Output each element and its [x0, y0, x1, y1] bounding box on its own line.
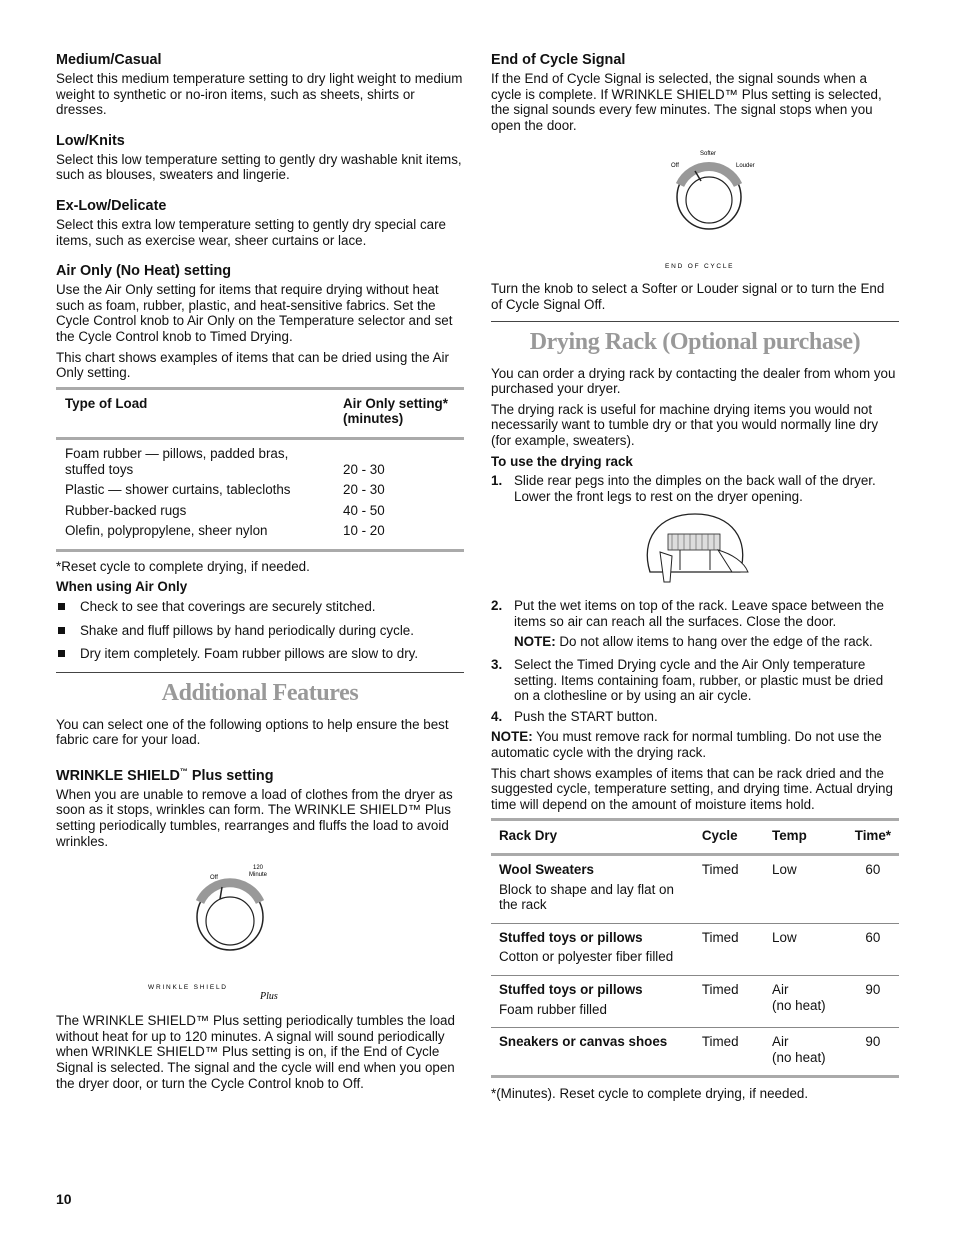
- list-item: [491, 657, 899, 704]
- drying-rack-steps-continued: [491, 598, 899, 724]
- table-row: [56, 438, 464, 480]
- knob-label-120: 120: [253, 865, 264, 872]
- air-only-footnote: *Reset cycle to complete drying, if needed.: [56, 558, 310, 574]
- low-knits-heading: Low/Knits: [56, 132, 125, 149]
- table-row: [491, 923, 899, 975]
- table-row: [56, 501, 464, 522]
- step-note: [514, 634, 899, 650]
- to-use-rack-heading: To use the drying rack: [491, 453, 633, 469]
- rack-item-desc: Foam rubber filled: [499, 1001, 607, 1017]
- table-cell: [491, 976, 694, 1028]
- knob-caption-end-of-cycle: E N D O F C Y C L E: [665, 263, 733, 271]
- step-number: 1.: [491, 473, 503, 489]
- knob-label-louder: Louder: [736, 163, 755, 170]
- table-header-type: Type of Load: [65, 395, 148, 411]
- air-only-heading: Air Only (No Heat) setting: [56, 263, 232, 280]
- table-header-cycle: Cycle: [701, 828, 738, 844]
- drying-rack-steps: [491, 473, 899, 504]
- list-item: Shake and fluff pillows by hand periodically during cycle.: [56, 623, 464, 639]
- table-header-temp: Temp: [772, 828, 807, 844]
- rack-temp-note: (no heat): [772, 1049, 826, 1065]
- table-cell: 60: [865, 929, 881, 945]
- when-using-air-heading: When using Air Only: [56, 579, 188, 595]
- table-header-time: Time*: [854, 828, 891, 844]
- table-cell: 40 - 50: [343, 502, 385, 518]
- rack-item-desc: Block to shape and lay flat on the rack: [499, 881, 674, 913]
- air-only-chart-intro: This chart shows examples of items that can be dried using the Air Only setting.: [56, 349, 449, 381]
- ex-low-delicate-section: [56, 198, 464, 248]
- table-header-row: [56, 388, 464, 438]
- drying-rack-illustration-icon: [640, 510, 750, 590]
- list-item: Check to see that coverings are securely stitched.: [56, 599, 464, 615]
- table-header-rack-dry: Rack Dry: [499, 828, 558, 844]
- end-of-cycle-instructions: Turn the knob to select a Softer or Louder signal or to turn the End of Cycle Signal Off.: [491, 281, 885, 312]
- medium-casual-heading: Medium/Casual: [56, 52, 162, 68]
- air-only-tips-list: [56, 599, 464, 662]
- low-knits-text: Select this low temperature setting to gently dry washable knit items, such as blouses, sweaters and lingerie.: [56, 151, 462, 183]
- ex-low-delicate-heading: Ex-Low/Delicate: [56, 197, 167, 214]
- table-row: [56, 521, 464, 550]
- table-cell: Timed: [701, 982, 739, 997]
- rack-item-name: Sneakers or canvas shoes: [499, 1034, 668, 1050]
- table-header-row: [491, 820, 899, 855]
- low-knits-section: [56, 133, 464, 183]
- table-cell: 90: [865, 1034, 881, 1050]
- table-row: [491, 976, 899, 1028]
- table-cell: [764, 923, 847, 975]
- note-label: NOTE:: [491, 729, 533, 745]
- rack-temp: Air: [772, 1034, 789, 1050]
- wrinkle-shield-heading-rest: Plus setting: [187, 767, 274, 784]
- table-cell: 10 - 20: [343, 523, 385, 539]
- table-cell: [764, 855, 847, 924]
- section-divider: [56, 672, 464, 673]
- wrinkle-shield-description: The WRINKLE SHIELD™ Plus setting periodically tumbles the load without heat for up to 120 minutes. A signal will sound periodically when WRINKLE SHIELD™ Plus setting is on, if the End of Cycle Signal is selected. The signal and the cycle will end when you open the dryer door, or turn the Cycle Control knob to Off.: [56, 1013, 455, 1091]
- end-of-cycle-knob-icon: [605, 141, 785, 281]
- note-text: You must remove rack for normal tumbling. Do not use the automatic cycle with the drying rack.: [491, 729, 882, 761]
- table-cell: [491, 855, 694, 924]
- knob-label-off: Off: [671, 163, 679, 170]
- step-text: Put the wet items on top of the rack. Leave space between the items so air can reach all the surfaces. Close the door.: [514, 598, 884, 629]
- wrinkle-shield-heading-main: WRINKLE SHIELD: [56, 767, 180, 784]
- note-text: Do not allow items to hang over the edge of the rack.: [555, 633, 873, 649]
- table-cell: Rubber-backed rugs: [65, 502, 187, 518]
- table-cell: 90: [865, 982, 881, 997]
- rack-temp: Low: [772, 929, 797, 945]
- table-cell: Timed: [701, 1034, 739, 1050]
- trademark-mark: ™: [179, 767, 188, 777]
- air-only-section: [56, 263, 464, 381]
- rack-item-name: Stuffed toys or pillows: [499, 929, 643, 945]
- list-item: [491, 473, 899, 504]
- wrinkle-shield-text: When you are unable to remove a load of clothes from the dryer as soon as it stops, wrinkles can form. The WRINKLE SHIELD™ Plus setting periodically tumbles, rearranges and fluffs the load to avoid wrinkles.: [56, 786, 453, 849]
- table-cell: Timed: [701, 929, 739, 945]
- note-label: NOTE:: [514, 633, 556, 649]
- knob-caption-plus: Plus: [260, 991, 278, 1003]
- table-cell: 20 - 30: [343, 482, 385, 498]
- rack-note: [491, 729, 899, 760]
- air-only-text: Use the Air Only setting for items that require drying without heat such as foam, rubber, plastic, and heat-sensitive fabrics. Set the Cycle Control knob to Air Only on the Temperature selector and set the Cycle Control knob to Timed Drying.: [56, 282, 453, 344]
- table-cell: Olefin, polypropylene, sheer nylon: [65, 523, 268, 539]
- step-text: Select the Timed Drying cycle and the Air Only temperature setting. Items containing foam, rubber, or plastic must be dried on a clothesline or by using an air cycle.: [514, 657, 884, 704]
- rack-table-footnote: *(Minutes). Reset cycle to complete drying, if needed.: [491, 1086, 809, 1102]
- table-cell: [764, 976, 847, 1028]
- knob-caption-wrinkle-shield: W R I N K L E S H I E L D: [148, 984, 226, 992]
- knob-label-minute: Minute: [249, 872, 268, 879]
- list-item: Dry item completely. Foam rubber pillows are slow to dry.: [56, 646, 464, 662]
- knob-label-off: Off: [210, 875, 218, 882]
- table-cell: [764, 1028, 847, 1077]
- ex-low-delicate-text: Select this extra low temperature setting to gently dry special care items, such as exercise wear, sheer curtains or lace.: [56, 216, 447, 248]
- wrinkle-shield-knob-icon: [148, 857, 350, 1007]
- table-row: [491, 855, 899, 924]
- rack-temp: Air: [772, 982, 789, 997]
- end-of-cycle-heading: End of Cycle Signal: [491, 52, 626, 68]
- drying-rack-p2: The drying rack is useful for machine drying items you would not necessarily want to tumble dry or that you would normally line dry (for example, sweaters).: [491, 401, 879, 448]
- air-only-table: [56, 387, 464, 552]
- table-cell: Plastic — shower curtains, tablecloths: [65, 482, 291, 498]
- medium-casual-section: [56, 52, 464, 118]
- step-number: 2.: [491, 598, 503, 614]
- step-number: 3.: [491, 657, 503, 673]
- left-column: [56, 52, 464, 1091]
- table-header-minutes: Air Only setting* (minutes): [343, 395, 448, 427]
- step-text: Slide rear pegs into the dimples on the back wall of the dryer. Lower the front legs to rest on the dryer opening.: [514, 473, 876, 504]
- rack-temp: Low: [772, 862, 797, 878]
- table-cell: Timed: [701, 862, 739, 878]
- list-item: [491, 709, 899, 725]
- drying-rack-figure: [491, 510, 899, 590]
- drying-rack-title: Drying Rack (Optional purchase): [529, 328, 861, 355]
- table-row: [491, 1028, 899, 1077]
- rack-item-name: Wool Sweaters: [499, 862, 595, 878]
- end-of-cycle-knob-figure: [491, 141, 899, 281]
- additional-features-intro: You can select one of the following options to help ensure the best fabric care for your load.: [56, 716, 449, 748]
- page-number: 10: [56, 1191, 72, 1207]
- table-cell: Foam rubber — pillows, padded bras, stuffed toys: [65, 445, 289, 477]
- right-column: [491, 52, 899, 1102]
- rack-item-name: Stuffed toys or pillows: [499, 982, 643, 997]
- wrinkle-shield-heading: [56, 764, 464, 784]
- step-number: 4.: [491, 708, 503, 724]
- table-cell: 20 - 30: [343, 461, 385, 477]
- rack-dry-table: [491, 818, 899, 1078]
- rack-chart-intro: This chart shows examples of items that can be rack dried and the suggested cycle, temperature setting, and drying time. Actual drying time will depend on the amount of moisture items hold.: [491, 765, 893, 812]
- wrinkle-shield-knob-figure: [56, 857, 464, 1007]
- step-text: Push the START button.: [514, 708, 658, 724]
- knob-label-softer: Softer: [700, 151, 717, 158]
- additional-features-title: Additional Features: [161, 679, 359, 706]
- section-divider: [491, 321, 899, 322]
- table-cell: [491, 923, 694, 975]
- drying-rack-p1: You can order a drying rack by contacting the dealer from whom you purchased your dryer.: [491, 365, 896, 397]
- end-of-cycle-text: If the End of Cycle Signal is selected, the signal sounds when a cycle is complete. If WRINKLE SHIELD™ Plus setting is selected, the signal sounds every few minutes. The signal stops when you open the door.: [491, 71, 882, 133]
- table-cell: [491, 1028, 694, 1077]
- rack-temp-note: (no heat): [772, 997, 826, 1013]
- medium-casual-text: Select this medium temperature setting to dry light weight to medium weight to synthetic or no-iron items, such as sheets, shirts or dresses.: [56, 71, 463, 118]
- rack-item-desc: Cotton or polyester fiber filled: [499, 949, 674, 965]
- table-cell: 60: [865, 862, 881, 878]
- list-item: [491, 598, 899, 649]
- table-row: [56, 480, 464, 501]
